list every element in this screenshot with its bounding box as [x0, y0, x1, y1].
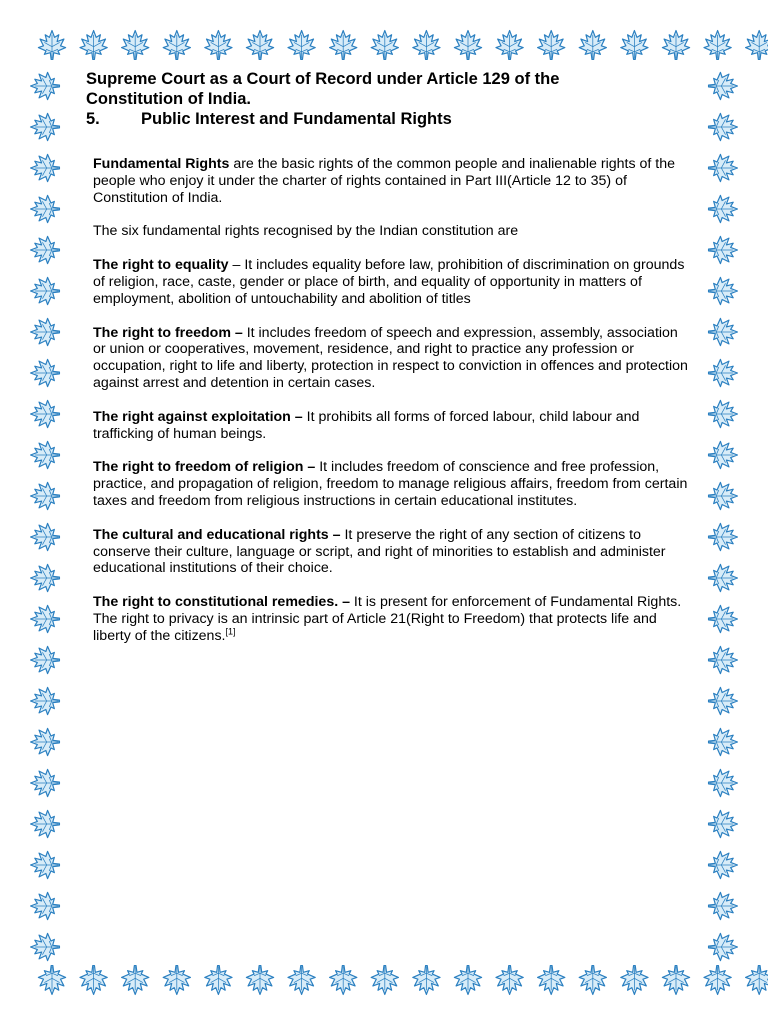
leaf-ornament [31, 769, 60, 796]
leaf-ornament [163, 966, 190, 995]
paragraph-lead: Fundamental Rights [93, 156, 230, 172]
leaf-ornament [621, 31, 648, 60]
paragraph-lead: The right to equality [93, 257, 229, 274]
leaf-ornament [413, 31, 440, 60]
leaf-ornament [662, 966, 689, 995]
leaf-ornament [371, 966, 398, 995]
leaf-ornament [31, 277, 60, 304]
heading-line-1: Supreme Court as a Court of Record under Article 129 of the [86, 70, 560, 88]
heading-line-2: Constitution of India. [86, 90, 251, 108]
paragraph-text: It includes freedom of conscience and free profession, practice, and propagation of religion, freedom to manage religious affairs, freedom from certain taxes and freedom from religious instructions in certain educational institutes. [93, 459, 688, 509]
leaf-ornament [496, 31, 523, 60]
leaf-ornament [704, 966, 731, 995]
leaf-ornament [413, 966, 440, 995]
paragraph-right-against-exploitation [93, 409, 688, 443]
leaf-ornament [709, 646, 738, 673]
leaf-ornament [662, 31, 689, 60]
paragraph-lead: The right to constitutional remedies. – [93, 594, 350, 611]
leaf-ornament [709, 769, 738, 796]
leaf-ornament [31, 318, 60, 345]
leaf-ornament [122, 966, 149, 995]
leaf-ornament [246, 966, 273, 995]
paragraph-text: The six fundamental rights recognised by the Indian constitution are [93, 223, 519, 240]
leaf-ornament [496, 966, 523, 995]
footnote-reference[interactable]: [1] [225, 626, 236, 636]
leaf-ornament [538, 31, 565, 60]
leaf-ornament [621, 966, 648, 995]
paragraph-text: It prohibits all forms of forced labour, child labour and trafficking of human beings. [93, 408, 640, 442]
leaf-ornament [31, 400, 60, 427]
leaf-ornament [746, 31, 768, 60]
leaf-ornament [371, 31, 398, 60]
leaf-ornament [205, 31, 232, 60]
leaf-ornament [709, 564, 738, 591]
leaf-ornament [454, 31, 481, 60]
paragraph-text: – It includes equality before law, prohibition of discrimination on grounds of religion, race, caste, gender or place of birth, and equality of opportunity in matters of employment, abolition of untouchability and abolition of titles [93, 257, 685, 307]
paragraph-fundamental-rights [93, 156, 688, 206]
section-title: Public Interest and Fundamental Rights [141, 110, 452, 128]
paragraph-text: It includes freedom of speech and expression, assembly, association or union or cooperatives, movement, residence, and right to practice any profession or occupation, right to life and liberty, protection in respect to conviction in offences and protection against arrest and detention in certain cases. [93, 324, 688, 391]
paragraph-lead: The right to freedom of religion – [93, 459, 316, 476]
leaf-ornament [709, 851, 738, 878]
leaf-ornament [288, 31, 315, 60]
paragraph-lead: The right against exploitation – [93, 408, 303, 425]
paragraph-right-to-freedom-of-religion [93, 459, 688, 509]
leaf-ornament [246, 31, 273, 60]
document-content [86, 69, 688, 662]
leaf-ornament [31, 523, 60, 550]
leaf-ornament [709, 318, 738, 345]
leaf-ornament [330, 966, 357, 995]
paragraph-text: are the basic rights of the common people and inalienable rights of the people who enjoy it under the charter of rights contained in Part III(Article 12 to 35) of Constitution of India. [93, 156, 675, 206]
leaf-ornament [709, 892, 738, 919]
leaf-ornament [454, 966, 481, 995]
leaf-ornament [704, 31, 731, 60]
leaf-ornament [80, 31, 107, 60]
leaf-ornament [746, 966, 768, 995]
leaf-ornament [31, 646, 60, 673]
leaf-ornament [31, 154, 60, 181]
leaf-ornament [709, 113, 738, 140]
leaf-ornament [288, 966, 315, 995]
document-heading [86, 69, 688, 109]
leaf-ornament [38, 966, 65, 995]
leaf-ornament [163, 31, 190, 60]
leaf-ornament [31, 851, 60, 878]
leaf-ornament [31, 482, 60, 509]
section-heading [86, 109, 688, 129]
leaf-ornament [538, 966, 565, 995]
paragraph-right-to-freedom [93, 325, 688, 392]
leaf-ornament [80, 966, 107, 995]
leaf-ornament [709, 400, 738, 427]
leaf-ornament [579, 966, 606, 995]
leaf-ornament [31, 728, 60, 755]
leaf-ornament [709, 810, 738, 837]
leaf-ornament [330, 31, 357, 60]
leaf-ornament [31, 687, 60, 714]
leaf-ornament [31, 236, 60, 263]
paragraph-lead: The cultural and educational rights – [93, 526, 341, 543]
leaf-ornament [709, 687, 738, 714]
leaf-ornament [709, 933, 738, 960]
leaf-ornament [38, 31, 65, 60]
leaf-ornament [709, 482, 738, 509]
paragraph-lead: The right to freedom – [93, 324, 243, 341]
leaf-ornament [31, 72, 60, 99]
leaf-ornament [31, 892, 60, 919]
paragraph-text: It is present for enforcement of Fundamental Rights. The right to privacy is an intrinsic part of Article 21(Right to Freedom) that protects life and liberty of the citizens. [93, 594, 682, 644]
paragraph-cultural-educational-rights [93, 527, 688, 577]
paragraph-six-rights-intro [93, 223, 688, 240]
leaf-ornament [31, 605, 60, 632]
leaf-ornament [31, 113, 60, 140]
leaf-ornament [205, 966, 232, 995]
leaf-ornament [709, 72, 738, 99]
leaf-ornament [709, 605, 738, 632]
leaf-ornament [709, 728, 738, 755]
leaf-ornament [709, 195, 738, 222]
leaf-ornament [31, 195, 60, 222]
leaf-ornament [122, 31, 149, 60]
section-number: 5. [86, 110, 100, 128]
body-text [93, 156, 688, 645]
paragraph-constitutional-remedies [93, 594, 688, 644]
leaf-ornament [709, 277, 738, 304]
leaf-ornament [709, 523, 738, 550]
leaf-ornament [31, 441, 60, 468]
paragraph-right-to-equality [93, 257, 688, 307]
paragraph-text: It preserve the right of any section of citizens to conserve their culture, language or script, and right of minorities to establish and administer educational institutions of their choice. [93, 526, 666, 577]
leaf-ornament [709, 154, 738, 181]
leaf-ornament [709, 359, 738, 386]
leaf-ornament [31, 810, 60, 837]
leaf-ornament [31, 359, 60, 386]
leaf-ornament [709, 441, 738, 468]
leaf-ornament [709, 236, 738, 263]
leaf-ornament [579, 31, 606, 60]
leaf-ornament [31, 564, 60, 591]
leaf-ornament [31, 933, 60, 960]
